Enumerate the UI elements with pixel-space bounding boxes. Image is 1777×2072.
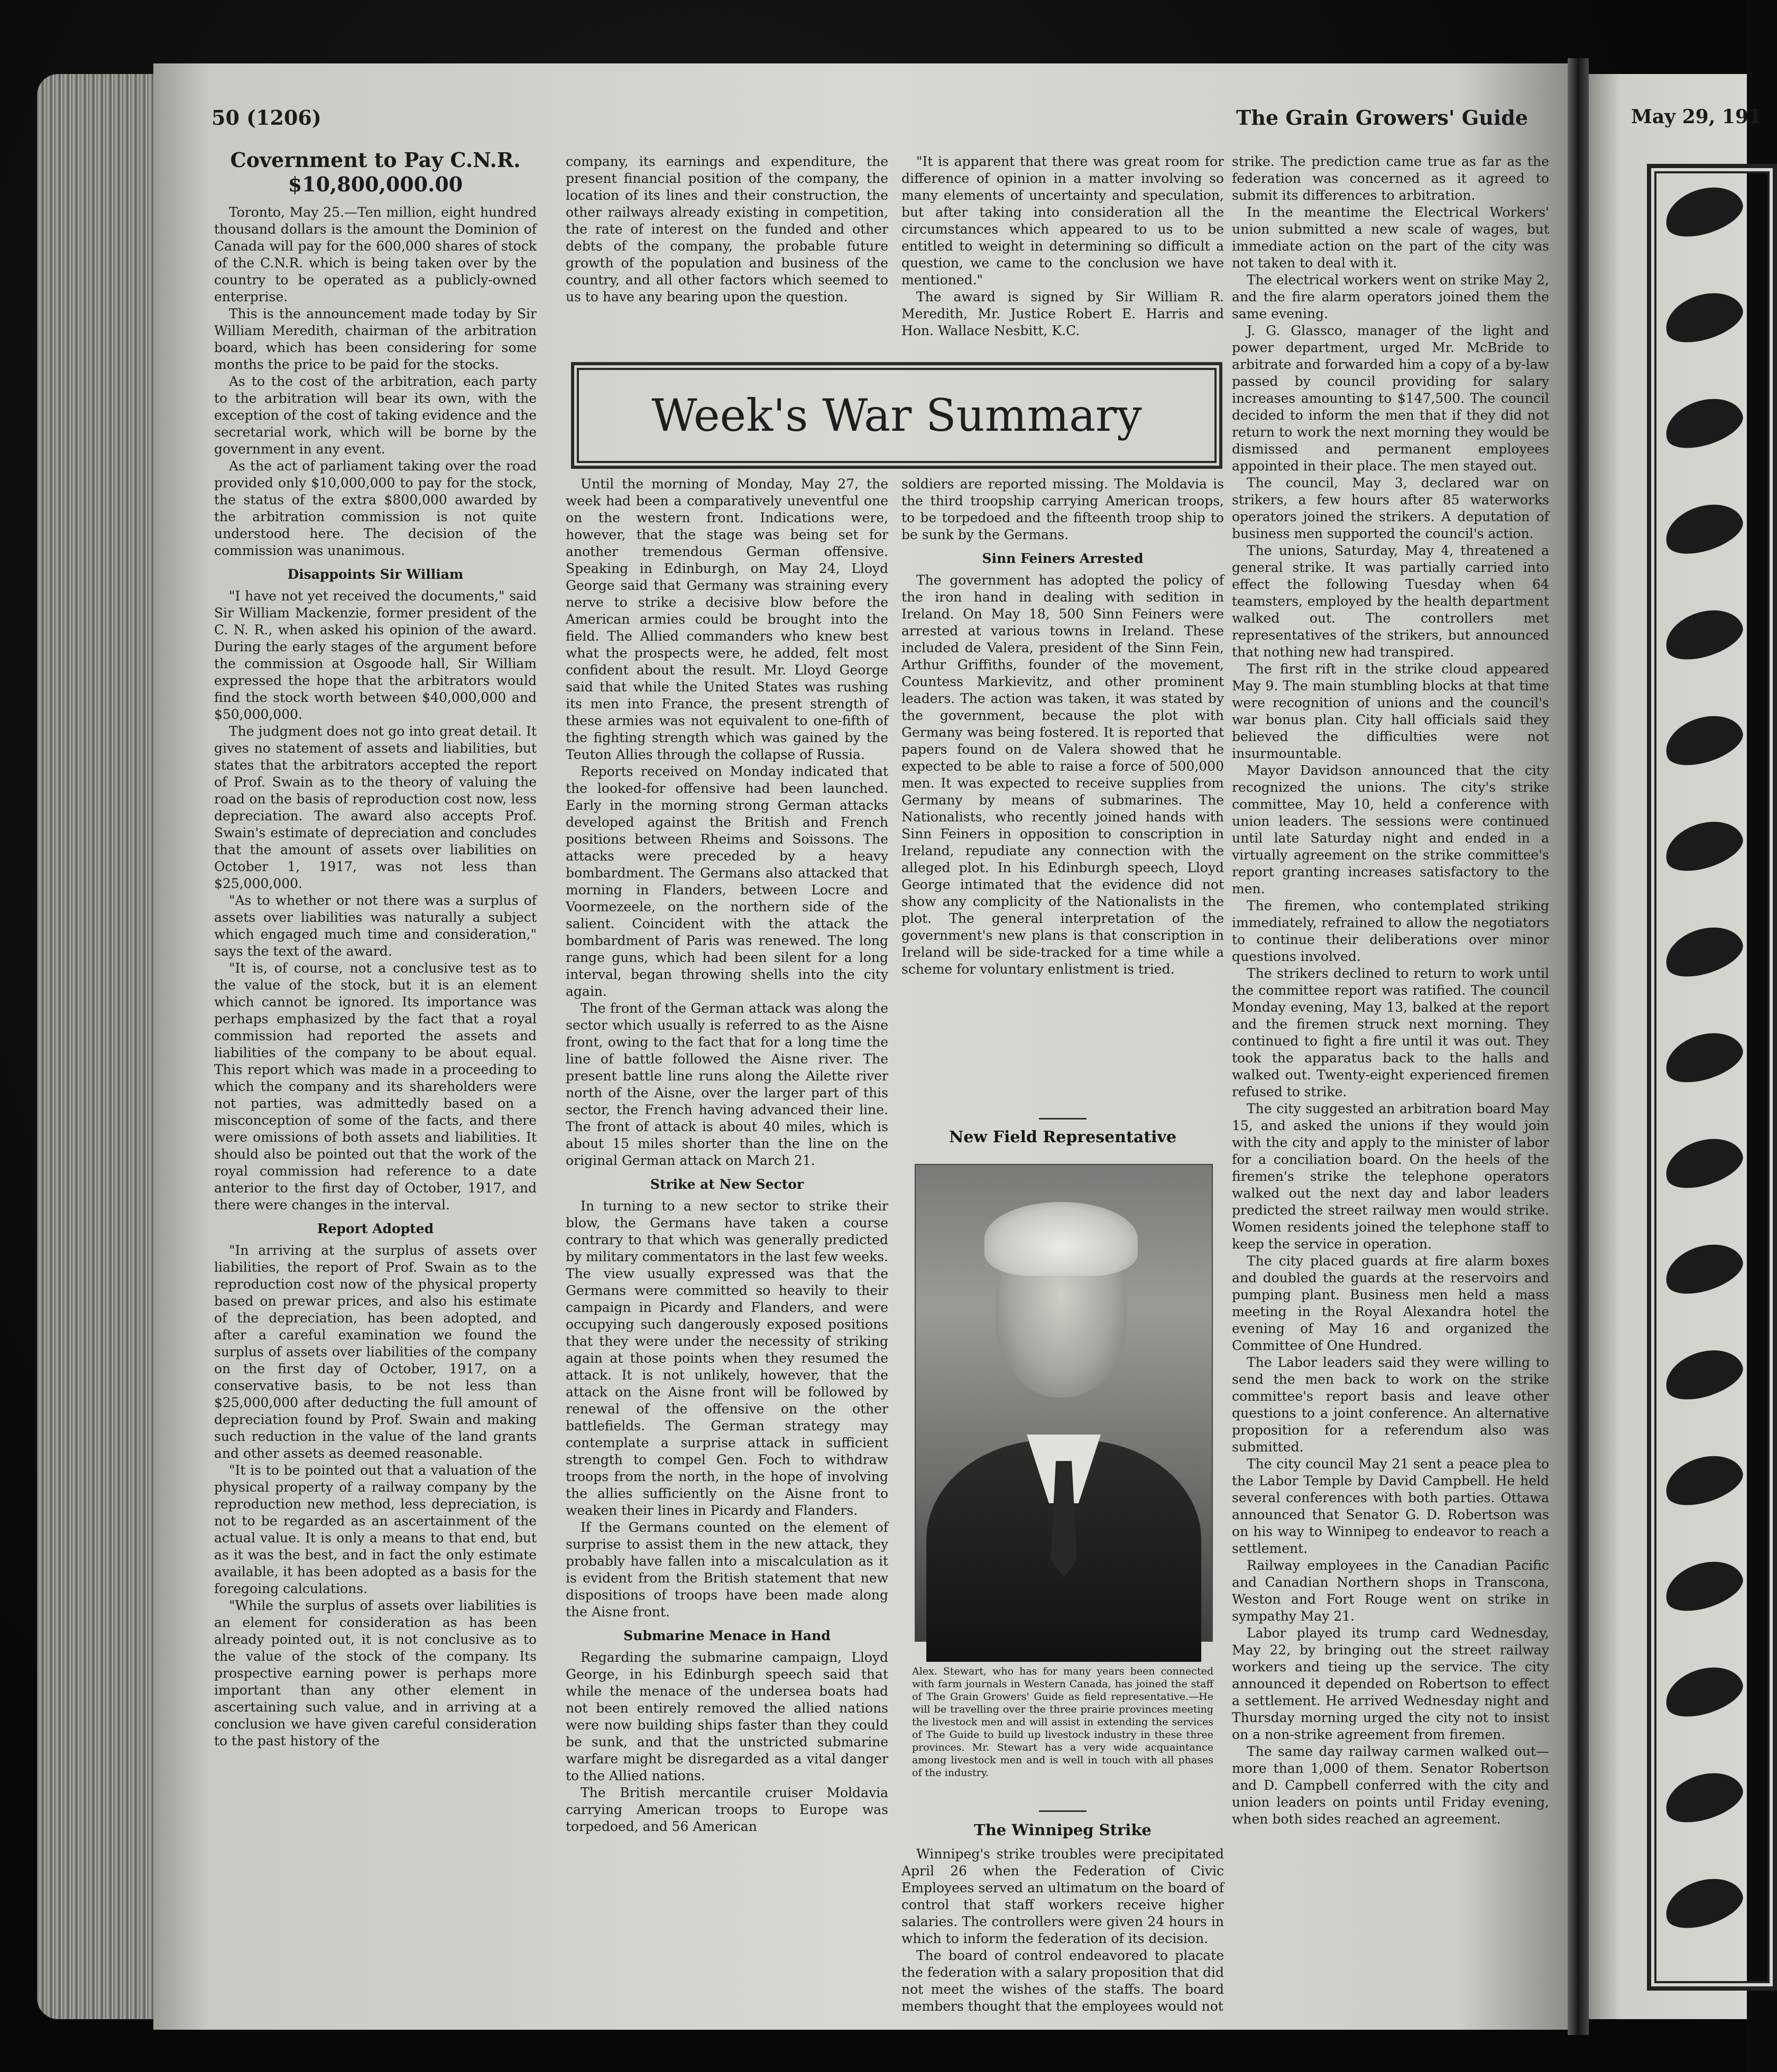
paragraph: The electrical workers went on strike May 2, and the fire alarm operators joined them the same evening.: [1232, 272, 1549, 321]
paragraph: The council, May 3, declared war on strikers, a few hours after 85 waterworks operators joined the strikers. A deputation of business men supported the council's action.: [1232, 475, 1549, 541]
paragraph: In the meantime the Electrical Workers' union submitted a new scale of wages, but immediate action on the part of the city was not taken to deal with it.: [1232, 205, 1549, 271]
paragraph: The British mercantile cruiser Moldavia carrying American troops to Europe was torpedoed, and 56 American: [566, 1785, 888, 1834]
paragraph: Reports received on Monday indicated that the looked-for offensive had been launched. Early in the morning strong German attacks developed against the British and French positions between Rheims and Soissons. The attacks were preceded by a heavy bombardment. The Germans also attacked that morning in Flanders, between Locre and Voormezeele, on the northern side of the salient. Coincident with the attack the bombardment of Paris was renewed. The long range guns, which had been silent for a long interval, began throwing shells into the city again.: [566, 764, 888, 999]
leaf-ornament-icon: [1659, 390, 1748, 456]
paragraph: "I have not yet received the documents," said Sir William Mackenzie, former president of the C. N. R., when asked his opinion of the award. During the early stages of the argument before the commission at Osgoode hall, Sir William expressed the hope that the arbitrators would find the stock worth between $40,000,000 and $50,000,000.: [214, 588, 537, 722]
leaf-ornament-icon: [1659, 812, 1748, 879]
subheading: Strike at New Sector: [650, 1177, 804, 1192]
column-winnipeg-strike-continued: [1232, 153, 1549, 1828]
column-winnipeg-strike: [901, 1805, 1224, 2015]
running-title: The Grain Growers' Guide: [1236, 106, 1528, 130]
page-folio: 50 (1206): [211, 106, 321, 130]
leaf-ornament-icon: [1659, 918, 1748, 985]
paragraph: "It is apparent that there was great room for difference of opinion in a matter involving so many elements of uncertainty and speculation, but after taking into consideration all the circumstances which appeared to us to be entitled to weight in determining so difficult a question, we came to the conclusion we have mentioned.": [901, 154, 1224, 288]
paragraph: Until the morning of Monday, May 27, the week had been a comparatively uneventful one on the western front. Indications were, however, that the stage was being set for another tremendous German offensive. Speaking in Edinburgh, on May 24, Lloyd George said that Germany was straining every nerve to strike a decisive blow before the American armies could be brought into the field. The Allied commanders who knew best what the prospects were, he added, felt most confident about the result. Mr. Lloyd George said that while the United States was rushing its men into France, the present strength of these armies was not equivalent to one-fifth of the fighting strength which was gained by the Teuton Allies through the collapse of Russia.: [566, 476, 888, 762]
leaf-ornament-icon: [1659, 1024, 1748, 1090]
paragraph: Mayor Davidson announced that the city recognized the unions. The city's strike committee, May 10, held a conference with union leaders. The sessions were continued until late Saturday night and ended in a virtually agreement on the strike committee's report granting increases satisfactory to the men.: [1232, 763, 1549, 896]
leaf-ornament-icon: [1659, 495, 1748, 562]
paragraph: strike. The prediction came true as far as the federation was concerned as it agreed to submit its differences to arbitration.: [1232, 154, 1549, 203]
paragraph: The front of the German attack was along the sector which usually is referred to as the Aisne front, owing to the fact that for a long time the line of battle followed the Aisne river. The present battle line runs along the Ailette river north of the Aisne, over the larger part of this sector, the French having advanced their line. The front of attack is about 40 miles, which is about 15 miles shorter than the line on the original German attack on March 21.: [566, 1001, 888, 1168]
winnipeg-strike-heading: The Winnipeg Strike: [974, 1821, 1152, 1839]
paragraph: company, its earnings and expenditure, the present financial position of the company, the location of its lines and their construction, the other railways already existing in competition, the rate of interest on the funded and other debts of the company, the probable future growth of the population and business of the country, and all other factors which seemed to us to have any bearing upon the question.: [566, 154, 888, 304]
paragraph: Winnipeg's strike troubles were precipitated April 26 when the Federation of Civic Employees served an ultimatum on the board of control that staff workers receive higher salaries. The controllers were given 24 hours in which to inform the federation of its decision.: [901, 1846, 1224, 1946]
book-page-edges: [37, 74, 159, 2019]
portrait-caption: Alex. Stewart, who has for many years been connected with farm journals in Western Canada, has joined the staff of The Grain Growers' Guide as field representative.—He will be travelling over the three prairie provinces meeting the livestock men and will assist in extending the services of The Guide to build up livestock industry in these three provinces. Mr. Stewart has a very wide acquaintance among livestock men and is well in touch with all phases of the industry.: [912, 1666, 1213, 1779]
leaf-ornament-icon: [1659, 178, 1748, 245]
paragraph: In turning to a new sector to strike their blow, the Germans have taken a course contrary to that which was generally predicted by military commentators in the last few weeks. The view usually expressed was that the Germans were committed so heavily to their campaign in Picardy and Flanders, and were occupying such dangerously exposed positions that they were under the necessity of striking again at those points when they resumed the attack. It is not unlikely, however, that the attack on the Aisne front will be followed by renewal of the offensive on the other battlefields. The German strategy may contemplate a surprise attack in sufficient strength to compel Gen. Foch to withdraw troops from the north, in the hope of involving the allies sufficiently on the Aisne front to weaken their lines in Picardy and Flanders.: [566, 1198, 888, 1518]
paragraph: This is the announcement made today by Sir William Meredith, chairman of the arbitration board, which has been considering for some months the price to be paid for the stocks.: [214, 306, 537, 372]
paragraph: Toronto, May 25.—Ten million, eight hundred thousand dollars is the amount the Dominion of Canada will pay for the 600,000 shares of stock of the C.N.R. which is being taken over by the country to be operated as a publicly-owned enterprise.: [214, 205, 537, 304]
paragraph: Railway employees in the Canadian Pacific and Canadian Northern shops in Transcona, Weston and Fort Rouge went on strike in sympathy May 21.: [1232, 1558, 1549, 1624]
divider: [1039, 1810, 1087, 1812]
paragraph: The city suggested an arbitration board May 15, and asked the unions if they would join with the city and apply to the minister of labor for a conciliation board. On the heels of the firemen's strike the telephone operators walked out the next day and labor leaders predicted the street railway men would strike. Women residents joined the telephone staff to keep the service in operation.: [1232, 1101, 1549, 1252]
portrait-photo: [915, 1164, 1213, 1642]
leaf-ornament-icon: [1659, 1130, 1748, 1196]
leaf-ornament-icon: [1659, 1341, 1748, 1408]
leaf-ornament-icon: [1659, 1235, 1748, 1302]
subheading: Disappoints Sir William: [287, 567, 464, 582]
paragraph: The judgment does not go into great detail. It gives no statement of assets and liabilities, but states that the arbitrators accepted the report of Prof. Swain as to the theory of valuing the road on the basis of reproduction cost now, less depreciation. The award also accepts Prof. Swain's estimate of depreciation and concludes that the amount of assets over liabilities on October 1, 1917, was not less than $25,000,000.: [214, 724, 537, 891]
paragraph: "In arriving at the surplus of assets over liabilities, the report of Prof. Swain as to the reproduction cost now of the physical property based on prewar prices, and also his estimate of the depreciation, has been adopted, and after a careful examination we found the surplus of assets over liabilities of the company on the first day of October, 1917, on a conservative basis, to be not less than $25,000,000 after deducting the full amount of depreciation found by Prof. Swain and making such reduction in the value of the land grants and other assets as deemed reasonable.: [214, 1243, 537, 1461]
paragraph: The city council May 21 sent a peace plea to the Labor Temple by David Campbell. He held several conferences with both parties. Ottawa announced that Senator G. D. Robertson was on his way to Winnipeg to endeavor to reach a settlement.: [1232, 1456, 1549, 1556]
paragraph: "It is, of course, not a conclusive test as to the value of the stock, but it is an element which cannot be ignored. Its importance was perhaps emphasized by the fact that a royal commission had reported the assets and liabilities of the company to be about equal. This report which was made in a proceeding to which the company and its shareholders were not parties, was admittedly based on a misconception of some of the facts, and there were omissions of both assets and liabilities. It should also be pointed out that the work of the royal commission had reference to a date anterior to the first day of October, 1917, and there were changes in the interval.: [214, 960, 537, 1213]
paragraph: As to the cost of the arbitration, each party to the arbitration will bear its own, with the exception of the cost of taking evidence and the secretarial work, which will be borne by the government in any event.: [214, 374, 537, 457]
leaf-ornament-icon: [1659, 601, 1748, 668]
paragraph: The board of control endeavored to placate the federation with a salary proposition that did not meet the wishes of the staffs. The board members thought that the employees would not: [901, 1948, 1224, 2014]
paragraph: The government has adopted the policy of the iron hand in dealing with sedition in Ireland. On May 18, 500 Sinn Feiners were arrested at various towns in Ireland. These included de Valera, president of the Sinn Fein, Arthur Griffiths, founder of the movement, Countess Markievitz, and other prominent leaders. The action was taken, it was stated by the government, because the plot with Germany was being fostered. It is reported that papers found on de Valera showed that he expected to be able to raise a force of 500,000 men. It was expected to receive supplies from Germany by means of submarines. The Nationalists, who recently joined hands with Sinn Feiners in opposition to conscription in Ireland, repudiate any connection with the alleged plot. In his Edinburgh speech, Lloyd George intimated that the evidence did not show any complicity of the Nationalists in the plot. The general interpretation of the government's new plans is that conscription in Ireland will be side-tracked for a time while a scheme for voluntary enlistment is tried.: [901, 572, 1224, 977]
paragraph: Labor played its trump card Wednesday, May 22, by bringing out the street railway workers and tieing up the service. The city announced it depended on Robertson to effect a settlement. He arrived Wednesday night and Thursday morning urged the city not to insist on a non-strike agreement from firemen.: [1232, 1625, 1549, 1742]
decorative-leaf-border: [1647, 164, 1777, 1991]
paragraph: soldiers are reported missing. The Moldavia is the third troopship carrying American troops, to be torpedoed and the fifteenth troop ship to be sunk by the Germans.: [901, 476, 1224, 542]
divider: [1039, 1118, 1087, 1120]
subheading: Report Adopted: [317, 1221, 434, 1236]
leaf-ornament-icon: [1659, 1870, 1748, 1936]
facing-page: [1589, 74, 1762, 2019]
paragraph: "While the surplus of assets over liabilities is an element for consideration as has been already pointed out, it is not conclusive as to the value of the stock of the company. Its prospective earning power is perhaps more important than any other element in ascertaining such value, and in arriving at a conclusion we have given careful consideration to the past history of the: [214, 1598, 537, 1749]
paragraph: The Labor leaders said they were willing to send the men back to work on the strike committee's report basis and leave other questions to a joint conference. An alternative proposition for a referendum also was submitted.: [1232, 1355, 1549, 1455]
field-representative-heading: New Field Representative: [949, 1128, 1177, 1146]
paragraph: "As to whether or not there was a surplus of assets over liabilities was naturally a subject which engaged much time and consideration," says the text of the award.: [214, 893, 537, 959]
subheading: Sinn Feiners Arrested: [982, 551, 1144, 566]
paragraph: The same day railway carmen walked out—more than 1,000 of them. Senator Robertson and D. Campbell conferred with the city and union leaders on points until Friday evening, when both sides reached an agreement.: [1232, 1744, 1549, 1827]
leaf-ornament-icon: [1659, 1552, 1748, 1619]
paragraph: As the act of parliament taking over the road provided only $10,000,000 to pay for the stock, the status of the extra $800,000 awarded by the arbitration commission is not quite understood here. The decision of the commission was unanimous.: [214, 458, 537, 558]
paragraph: The first rift in the strike cloud appeared May 9. The main stumbling blocks at that time were recognition of unions and the council's war bonus plan. City hall officials said they believed the difficulties were not insurmountable.: [1232, 661, 1549, 761]
newspaper-page: [153, 63, 1570, 2030]
column-cnr-article: [214, 148, 537, 1750]
paragraph: "It is to be pointed out that a valuation of the physical property of a railway company by the reproduction new method, less depreciation, is not to be regarded as an ascertainment of the actual value. It is only a means to that end, but as it was the best, and in fact the only estimate available, it has been adopted as a basis for the foregoing calculations.: [214, 1463, 537, 1596]
cnr-headline-line1: Covernment to Pay C.N.R.: [230, 148, 521, 172]
column-war-summary: [566, 476, 888, 1835]
leaf-ornament-icon: [1659, 707, 1748, 773]
field-representative-block: [901, 1113, 1224, 1779]
column-war-summary-continued: [901, 476, 1224, 978]
paragraph: The unions, Saturday, May 4, threatened a general strike. It was partially carried into effect the following Tuesday when 64 teamsters, employed by the health department walked out. The controllers met representatives of the strikers, but announced that nothing new had transpired.: [1232, 543, 1549, 660]
paragraph: If the Germans counted on the element of surprise to assist them in the new attack, they probably have fallen into a miscalculation as it is evident from the British statement that new dispositions of troops have been made along the Aisne front.: [566, 1520, 888, 1620]
cnr-headline-line2: $10,800,000.00: [288, 172, 463, 196]
leaf-ornament-icon: [1659, 284, 1748, 350]
leaf-ornament-icon: [1659, 1658, 1748, 1725]
book-gutter: [1568, 58, 1589, 2035]
paragraph: The firemen, who contemplated striking immediately, refrained to allow the negotiators to continue their deliberations over minor questions involved.: [1232, 898, 1549, 964]
portrait-hair: [984, 1202, 1138, 1276]
leaf-ornament-icon: [1659, 1764, 1748, 1830]
war-summary-title: Week's War Summary: [651, 390, 1142, 441]
paragraph: Regarding the submarine campaign, Lloyd George, in his Edinburgh speech said that while the menace of the undersea boats had not been entirely removed the allied nations were now building ships faster than they could be sunk, and that the unstricted submarine warfare might be disregarded as a vital danger to the Allied nations.: [566, 1650, 888, 1783]
subheading: Submarine Menace in Hand: [623, 1628, 831, 1643]
war-summary-banner: [571, 362, 1222, 469]
paragraph: J. G. Glassco, manager of the light and power department, urged Mr. McBride to arbitrate and forwarded him a copy of a by-law passed by council providing for salary increases amounting to $147,500. The council decided to inform the men that if they did not return to work the next morning they would be dismissed and permanent employees appointed in their place. The men stayed out.: [1232, 323, 1549, 474]
paragraph: The award is signed by Sir William R. Meredith, Mr. Justice Robert E. Harris and Hon. Wallace Nesbitt, K.C.: [901, 289, 1224, 338]
paragraph: The city placed guards at fire alarm boxes and doubled the guards at the reservoirs and pumping plant. Business men held a mass meeting in the Royal Alexandra hotel the evening of May 16 and organized the Committee of One Hundred.: [1232, 1253, 1549, 1353]
facing-page-date: May 29, 191: [1631, 106, 1762, 128]
column-cnr-continued: [566, 153, 888, 306]
paragraph: The strikers declined to return to work until the committee report was ratified. The council Monday evening, May 13, balked at the report and the firemen struck next morning. They continued to fight a fire until it was out. They took the apparatus back to the halls and walked out. Twenty-eight experienced firemen refused to strike.: [1232, 966, 1549, 1099]
leaf-ornament-icon: [1659, 1447, 1748, 1513]
column-cnr-award: [901, 153, 1224, 339]
cnr-headline: [214, 148, 537, 197]
